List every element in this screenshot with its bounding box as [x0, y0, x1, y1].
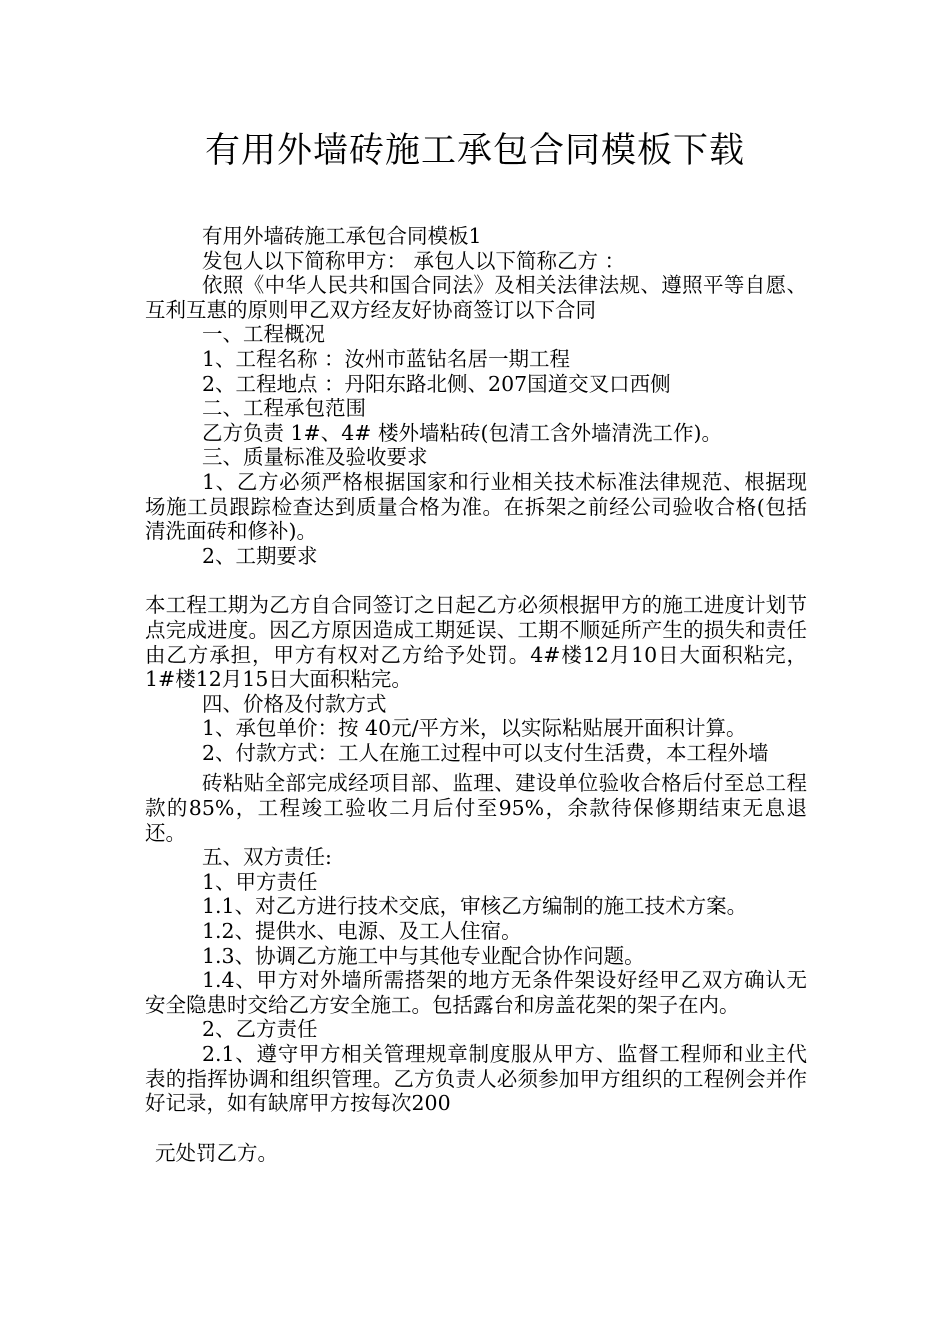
- paragraph-payment: 2、付款方式：工人在施工过程中可以支付生活费，本工程外墙: [202, 740, 769, 765]
- spacer: [145, 1116, 807, 1141]
- paragraph-subtitle: 有用外墙砖施工承包合同模板1: [202, 224, 482, 248]
- paragraph-party-b-2-1: 2.1、遵守甲方相关管理规章制度服从甲方、监督工程师和业主代表的指挥协调和组织管理。乙方负责人必须参加甲方组织的工程例会并作好记录，如有缺席甲方按每次200: [145, 1042, 807, 1116]
- section-heading-overview: 一、工程概况: [202, 322, 325, 347]
- paragraph-basis: 依照《中华人民共和国合同法》及相关法律法规、遵照平等自愿、互利互惠的原则甲乙双方经友好协商签订以下合同: [145, 273, 807, 322]
- paragraph-penalty: 元处罚乙方。: [155, 1140, 278, 1165]
- paragraph-schedule-heading: 2、工期要求: [202, 543, 318, 568]
- section-heading-responsibilities: 五、双方责任:: [202, 845, 332, 870]
- paragraph-party-a-1-4: 1.4、甲方对外墙所需搭架的地方无条件架设好经甲乙双方确认无安全隐患时交给乙方安全施工。包括露台和房盖花架的架子在内。: [145, 968, 807, 1017]
- paragraph-project-location: 2、工程地点 ：丹阳东路北侧、207国道交叉口西侧: [202, 371, 671, 396]
- document-body: [145, 224, 807, 1165]
- paragraph-party-a-1-1: 1.1、对乙方进行技术交底，审核乙方编制的施工技术方案。: [202, 894, 748, 919]
- paragraph-unit-price: 1、承包单价：按 40元/平方米，以实际粘贴展开面积计算。: [202, 716, 747, 741]
- paragraph-project-name: 1、工程名称 ：汝州市蓝钻名居一期工程: [202, 346, 571, 371]
- document-title: 有用外墙砖施工承包合同模板下载: [204, 131, 745, 171]
- section-heading-scope: 二、工程承包范围: [202, 396, 366, 421]
- paragraph-party-a-1-2: 1.2、提供水、电源、及工人住宿。: [202, 919, 522, 944]
- paragraph-payment-continued: 砖粘贴全部完成经项目部、监理、建设单位验收合格后付至总工程款的85%，工程竣工验收二月后付至95%，余款待保修期结束无息退还。: [145, 771, 807, 845]
- spacer: [145, 568, 807, 593]
- paragraph-party-a-heading: 1、甲方责任: [202, 869, 318, 894]
- paragraph-schedule: 本工程工期为乙方自合同签订之日起乙方必须根据甲方的施工进度计划节点完成进度。因乙方原因造成工期延误、工期不顺延所产生的损失和责任由乙方承担，甲方有权对乙方给予处罚。4#楼12月10日大面积粘完，1#楼12月15日大面积粘完。: [145, 593, 807, 692]
- section-heading-price: 四、价格及付款方式: [202, 691, 387, 716]
- paragraph-party-b-heading: 2、乙方责任: [202, 1017, 318, 1042]
- paragraph-quality: 1、乙方必须严格根据国家和行业相关技术标准法律规范、根据现场施工员跟踪检查达到质量合格为准。在拆架之前经公司验收合格(包括清洗面砖和修补)。: [145, 469, 807, 544]
- paragraph-party-a-1-3: 1.3、协调乙方施工中与其他专业配合协作问题。: [202, 943, 645, 968]
- paragraph-parties: 发包人以下简称甲方： 承包人以下简称乙方 ：: [202, 248, 626, 273]
- section-heading-quality: 三、质量标准及验收要求: [202, 445, 428, 470]
- paragraph-scope: 乙方负责 1#、4# 楼外墙粘砖(包清工含外墙清洗工作)。: [202, 420, 722, 445]
